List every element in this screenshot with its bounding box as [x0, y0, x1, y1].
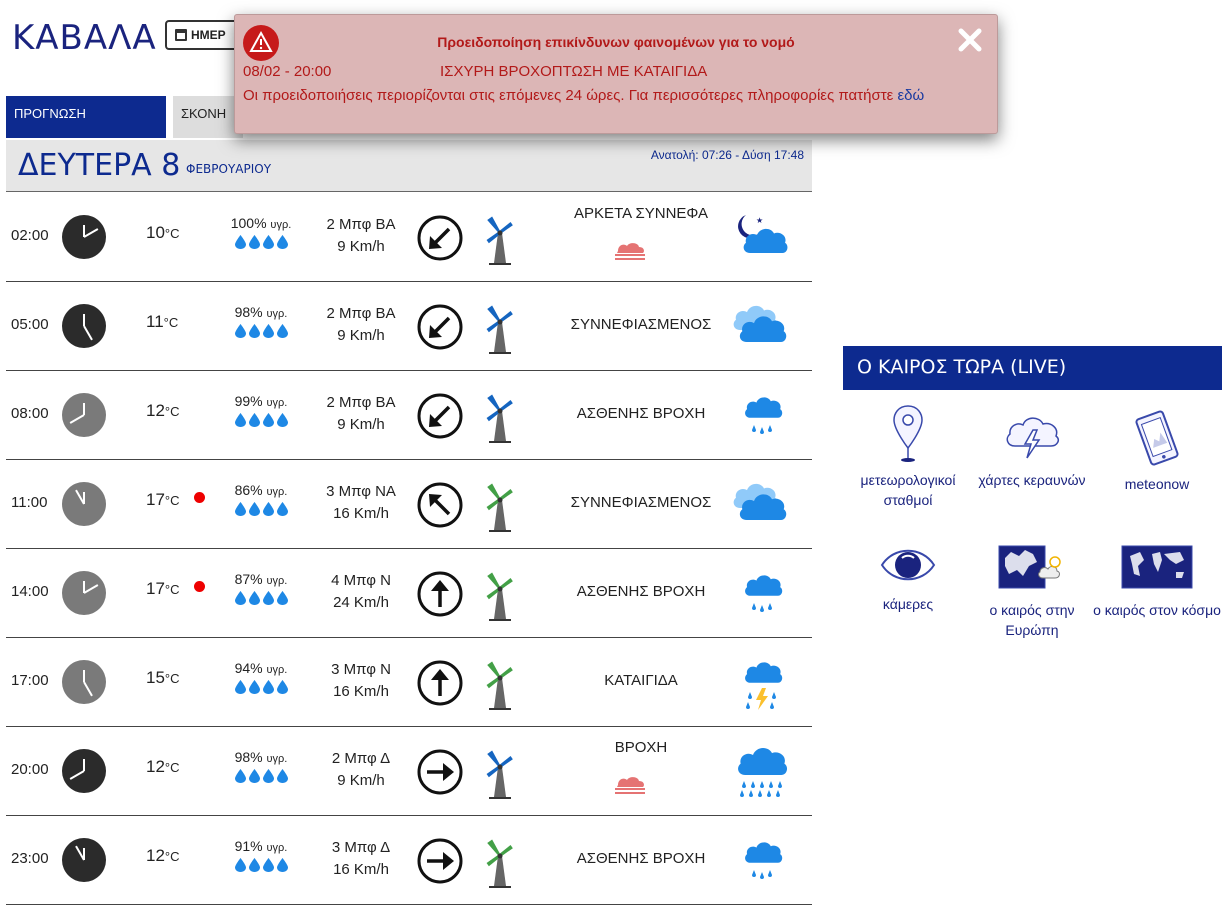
wind-turbine-icon — [479, 300, 519, 356]
wind — [306, 659, 416, 703]
forecast-time: 17:00 — [11, 672, 49, 689]
day-month: ΦΕΒΡΟΥΑΡΙΟΥ — [186, 162, 272, 176]
live-item-label: meteonow — [1124, 476, 1190, 492]
forecast-time: 20:00 — [11, 761, 49, 778]
temperature-unit: °C — [164, 582, 180, 597]
temperature-unit: °C — [164, 404, 180, 419]
temperature-value: 12 — [146, 757, 165, 776]
live-weather-header: Ο ΚΑΙΡΟΣ ΤΩΡΑ (LIVE) — [843, 346, 1222, 390]
tab-dust[interactable]: ΣΚΟΝΗ — [173, 96, 243, 138]
clock-icon — [62, 482, 106, 526]
clock-hand — [84, 584, 99, 594]
alert-message — [243, 85, 991, 106]
forecast-row — [6, 460, 812, 549]
temperature — [146, 846, 180, 866]
wind-speed: 16 Km/h — [333, 505, 389, 522]
alert-title: Προειδοποίηση επικίνδυνων φαινομένων για το νομό — [437, 34, 795, 50]
wind-turbine-icon — [479, 211, 519, 267]
wind-direction-icon — [416, 837, 464, 885]
condition-text: ΑΡΚΕΤΑ ΣΥΝΝΕΦΑ — [574, 205, 708, 222]
clock-hand — [83, 403, 85, 415]
condition-text: ΣΥΝΝΕΦΙΑΣΜΕΝΟΣ — [570, 316, 712, 333]
clock-icon — [62, 838, 106, 882]
humidity-value: 86% — [234, 482, 263, 498]
temperature-value: 15 — [146, 668, 165, 687]
city-title: ΚΑΒΑΛΑ — [12, 18, 157, 58]
live-item-world[interactable] — [1092, 542, 1222, 620]
humidity — [216, 571, 306, 605]
temperature-value: 12 — [146, 846, 165, 865]
humidity — [216, 393, 306, 427]
wind-speed: 9 Km/h — [337, 416, 385, 433]
clock-icon — [62, 393, 106, 437]
temperature — [146, 312, 178, 332]
humidity-label: υγρ. — [270, 219, 292, 231]
rain-icon — [732, 745, 792, 801]
clock-icon — [62, 215, 106, 259]
date-button-label: ΗΜΕΡ — [191, 28, 226, 42]
alert-phenomenon: ΙΣΧΥΡΗ ΒΡΟΧΟΠΤΩΣΗ ΜΕ ΚΑΤΑΙΓΙΔΑ — [440, 63, 708, 80]
condition-text: ΚΑΤΑΙΓΙΔΑ — [604, 672, 678, 689]
moon-cloud-icon — [732, 211, 792, 267]
wind — [306, 303, 416, 347]
forecast-table — [6, 193, 812, 905]
thunderstorm-icon — [732, 656, 792, 712]
clock-hand — [84, 228, 99, 238]
light-rain-icon — [732, 389, 792, 445]
wind-beaufort: 2 Μπφ ΒΑ — [326, 305, 396, 322]
humidity — [216, 215, 306, 249]
clock-hand — [83, 492, 85, 504]
wind-turbine-icon — [479, 478, 519, 534]
drops-icon — [216, 591, 306, 605]
live-item-europe[interactable] — [967, 542, 1097, 640]
wind-turbine-icon — [479, 656, 519, 712]
humidity — [216, 660, 306, 694]
wind-direction-icon — [416, 303, 464, 351]
cloudy-icon — [732, 478, 792, 534]
live-item-label: ο καιρός στην Ευρώπη — [989, 602, 1075, 638]
wind-beaufort: 3 Μπφ ΝΑ — [326, 483, 396, 500]
wind-turbine-icon — [479, 567, 519, 623]
live-item-label: κάμερες — [882, 596, 934, 612]
clock-hand — [83, 759, 85, 771]
drops-icon — [216, 235, 306, 249]
temperature-value: 17 — [146, 579, 165, 598]
humidity — [216, 304, 306, 338]
temperature-unit: °C — [164, 226, 180, 241]
europe-map-icon — [997, 542, 1067, 594]
clock-icon — [62, 749, 106, 793]
wind-beaufort: 3 Μπφ Ν — [331, 661, 391, 678]
wind — [306, 214, 416, 258]
temperature-value: 10 — [146, 223, 165, 242]
clock-icon — [62, 660, 106, 704]
temperature-unit: °C — [164, 671, 180, 686]
map-pin-icon — [888, 402, 928, 464]
humidity-value: 100% — [230, 215, 267, 231]
eye-icon — [878, 542, 938, 588]
day-header — [6, 140, 812, 192]
drops-icon — [216, 324, 306, 338]
tab-forecast[interactable]: ΠΡΟΓΝΩΣΗ — [6, 96, 166, 138]
wind-speed: 9 Km/h — [337, 238, 385, 255]
light-rain-icon — [732, 834, 792, 890]
temperature-unit: °C — [164, 493, 180, 508]
wind-beaufort: 3 Μπφ Δ — [331, 839, 391, 856]
alert-link[interactable]: εδώ — [897, 87, 925, 104]
forecast-time: 05:00 — [11, 316, 49, 333]
day-name: ΔΕΥΤΕΡΑ 8 — [18, 148, 181, 183]
humidity-label: υγρ. — [266, 308, 288, 320]
sunrise-sunset: Ανατολή: 07:26 - Δύση 17:48 — [650, 148, 804, 162]
temperature-unit: °C — [164, 849, 180, 864]
close-icon[interactable] — [957, 27, 983, 53]
humidity — [216, 749, 306, 783]
live-item-label: χάρτες κεραυνών — [978, 472, 1086, 488]
live-item-lightning[interactable] — [967, 408, 1097, 490]
wind-beaufort: 4 Μπφ Ν — [331, 572, 391, 589]
wind-direction-icon — [416, 570, 464, 618]
forecast-row — [6, 816, 812, 905]
wind-direction-icon — [416, 659, 464, 707]
condition-text: ΒΡΟΧΗ — [614, 739, 668, 756]
wind-beaufort: 2 Μπφ ΒΑ — [326, 216, 396, 233]
clock-hand — [83, 225, 85, 237]
humidity-value: 98% — [234, 304, 263, 320]
phone-icon — [1129, 408, 1185, 468]
humidity-value: 91% — [234, 838, 263, 854]
wind-beaufort: 2 Μπφ Δ — [331, 750, 391, 767]
temperature — [146, 668, 180, 688]
humidity — [216, 482, 306, 516]
humidity — [216, 838, 306, 872]
wind-turbine-icon — [479, 834, 519, 890]
forecast-row — [6, 282, 812, 371]
calendar-icon — [175, 29, 187, 41]
live-item-cameras[interactable] — [843, 542, 973, 614]
wind-direction-icon — [416, 481, 464, 529]
humidity-label: υγρ. — [266, 575, 288, 587]
wind-beaufort: 2 Μπφ ΒΑ — [326, 394, 396, 411]
condition-text: ΑΣΘΕΝΗΣ ΒΡΟΧΗ — [576, 850, 706, 867]
live-item-label: μετεωρολογικοί σταθμοί — [860, 472, 956, 508]
wind — [306, 392, 416, 436]
wind — [306, 748, 416, 792]
drops-icon — [216, 413, 306, 427]
fog-icon — [612, 775, 648, 797]
clock-hand — [83, 670, 85, 682]
condition-text: ΑΣΘΕΝΗΣ ΒΡΟΧΗ — [576, 405, 706, 422]
clock-hand — [83, 326, 93, 341]
humidity-label: υγρ. — [266, 842, 288, 854]
clock-hand — [83, 314, 85, 326]
wind-turbine-icon — [479, 389, 519, 445]
forecast-row — [6, 371, 812, 460]
drops-icon — [216, 502, 306, 516]
live-item-stations[interactable] — [843, 402, 973, 510]
clock-icon — [62, 571, 106, 615]
humidity-value: 98% — [234, 749, 263, 765]
alert-dot-icon — [194, 492, 205, 503]
temperature-unit: °C — [164, 760, 180, 775]
cloudy-icon — [732, 300, 792, 356]
alert-date: 08/02 - 20:00 — [243, 63, 332, 80]
humidity-label: υγρ. — [266, 486, 288, 498]
wind-direction-icon — [416, 748, 464, 796]
world-map-icon — [1120, 542, 1194, 594]
clock-hand — [83, 682, 93, 697]
wind — [306, 570, 416, 614]
forecast-time: 14:00 — [11, 583, 49, 600]
humidity-value: 99% — [234, 393, 263, 409]
wind-direction-icon — [416, 392, 464, 440]
forecast-time: 23:00 — [11, 850, 49, 867]
live-item-label: ο καιρός στον κόσμο — [1093, 602, 1221, 618]
wind-direction-icon — [416, 214, 464, 262]
wind-turbine-icon — [479, 745, 519, 801]
clock-hand — [70, 414, 85, 424]
humidity-value: 94% — [234, 660, 263, 676]
clock-hand — [70, 770, 85, 780]
date-button[interactable] — [165, 20, 245, 50]
wind — [306, 481, 416, 525]
forecast-time: 02:00 — [11, 227, 49, 244]
temperature-value: 17 — [146, 490, 165, 509]
forecast-row — [6, 727, 812, 816]
alert-message-text: Οι προειδοποιήσεις περιορίζονται στις επόμενες 24 ώρες. Για περισσότερες πληροφορίες πατήστε — [243, 87, 898, 104]
forecast-row — [6, 549, 812, 638]
temperature-value: 12 — [146, 401, 165, 420]
wind-speed: 16 Km/h — [333, 683, 389, 700]
forecast-row — [6, 638, 812, 727]
alert-popup — [234, 14, 998, 134]
drops-icon — [216, 769, 306, 783]
humidity-label: υγρ. — [266, 397, 288, 409]
wind-speed: 24 Km/h — [333, 594, 389, 611]
clock-hand — [83, 581, 85, 593]
temperature — [146, 490, 180, 510]
svg-text:★: ★ — [756, 216, 764, 225]
drops-icon — [216, 680, 306, 694]
fog-icon — [612, 241, 648, 263]
humidity-label: υγρ. — [266, 753, 288, 765]
condition-text: ΑΣΘΕΝΗΣ ΒΡΟΧΗ — [576, 583, 706, 600]
alert-dot-icon — [194, 581, 205, 592]
temperature — [146, 579, 180, 599]
light-rain-icon — [732, 567, 792, 623]
live-item-meteonow[interactable] — [1092, 408, 1222, 494]
clock-hand — [83, 848, 85, 860]
wind — [306, 837, 416, 881]
forecast-row — [6, 193, 812, 282]
lightning-cloud-icon — [1001, 408, 1063, 464]
wind-speed: 9 Km/h — [337, 327, 385, 344]
temperature — [146, 757, 180, 777]
humidity-value: 87% — [234, 571, 263, 587]
temperature — [146, 223, 180, 243]
temperature — [146, 401, 180, 421]
clock-icon — [62, 304, 106, 348]
temperature-unit: °C — [163, 315, 179, 330]
drops-icon — [216, 858, 306, 872]
forecast-time: 11:00 — [11, 494, 48, 511]
condition-text: ΣΥΝΝΕΦΙΑΣΜΕΝΟΣ — [570, 494, 712, 511]
forecast-time: 08:00 — [11, 405, 49, 422]
wind-speed: 9 Km/h — [337, 772, 385, 789]
wind-speed: 16 Km/h — [333, 861, 389, 878]
temperature-value: 11 — [146, 312, 164, 331]
humidity-label: υγρ. — [266, 664, 288, 676]
